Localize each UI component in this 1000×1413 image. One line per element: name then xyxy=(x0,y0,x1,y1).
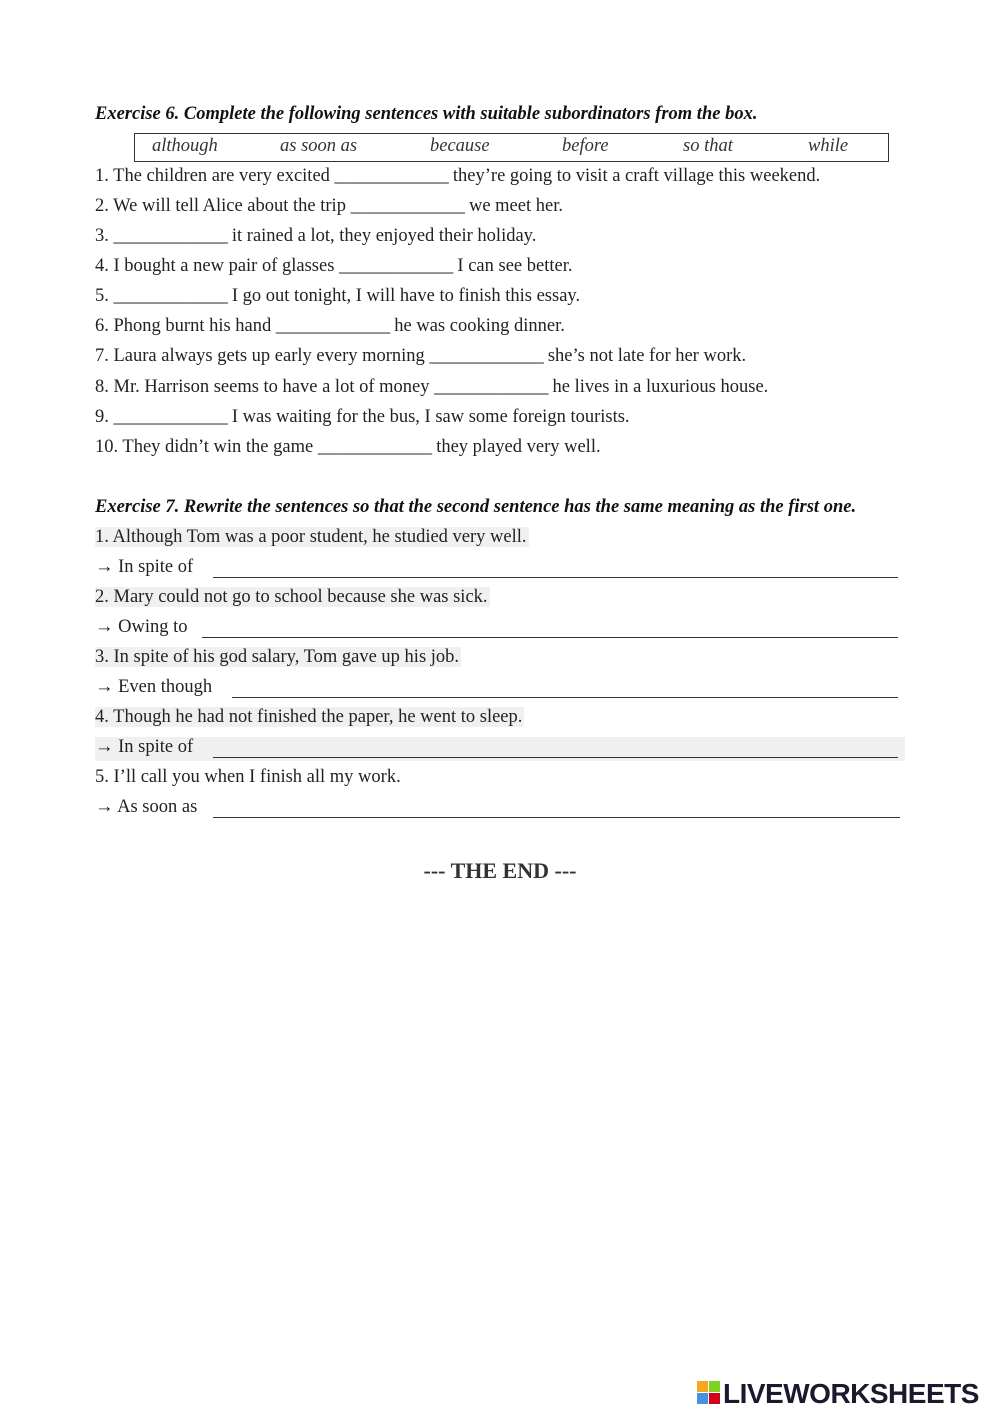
answer-blank[interactable]: _____________ xyxy=(334,166,449,186)
exercise-7-answer-row xyxy=(95,677,898,701)
exercise-7-sentence: 3. In spite of his god salary, Tom gave up his job. xyxy=(95,647,460,667)
answer-line xyxy=(202,637,898,638)
answer-line xyxy=(213,577,898,578)
exercise-6-sentence: 3. _____________ it rained a lot, they enjoyed their holiday. xyxy=(95,226,537,246)
answer-prompt: → In spite of xyxy=(95,557,194,577)
exercise-6-sentence: 10. They didn’t win the game _____________ they played very well. xyxy=(95,437,601,457)
answer-line xyxy=(213,757,898,758)
answer-line xyxy=(213,817,900,818)
answer-prompt: → Even though xyxy=(95,677,213,697)
answer-input[interactable] xyxy=(202,617,898,637)
exercise-7-sentence: 4. Though he had not finished the paper, he went to sleep. xyxy=(95,707,523,727)
answer-prompt: → In spite of xyxy=(95,737,194,757)
the-end-label: --- THE END --- xyxy=(423,858,577,883)
liveworksheets-logo-icon xyxy=(697,1381,721,1405)
liveworksheets-logo-text: LIVEWORKSHEETS xyxy=(723,1378,979,1409)
answer-blank[interactable]: _____________ xyxy=(350,196,465,216)
answer-input[interactable] xyxy=(213,557,898,577)
word-box-item: because xyxy=(430,136,490,156)
word-box xyxy=(134,133,889,162)
exercise-6-sentence: 6. Phong burnt his hand _____________ he was cooking dinner. xyxy=(95,316,565,336)
answer-line xyxy=(232,697,898,698)
exercise-6-sentence: 1. The children are very excited _____________ they’re going to visit a craft village this weekend. xyxy=(95,166,821,186)
word-box-item: as soon as xyxy=(280,136,358,156)
answer-blank[interactable]: _____________ xyxy=(339,256,453,276)
word-box-item: before xyxy=(562,136,609,156)
answer-input[interactable] xyxy=(213,737,898,757)
exercise-6-sentence: 7. Laura always gets up early every morning _____________ she’s not late for her work. xyxy=(95,346,747,366)
answer-prompt: → Owing to xyxy=(95,617,188,637)
answer-input[interactable] xyxy=(232,677,898,697)
answer-input[interactable] xyxy=(213,797,900,817)
answer-blank[interactable]: _____________ xyxy=(113,407,228,427)
word-box-item: while xyxy=(808,136,849,156)
liveworksheets-logo[interactable] xyxy=(697,1378,997,1408)
exercise-7-answer-row xyxy=(95,617,898,641)
exercise-7-sentence: 1. Although Tom was a poor student, he studied very well. xyxy=(95,527,527,547)
answer-blank[interactable]: _____________ xyxy=(317,437,432,457)
answer-blank[interactable]: _____________ xyxy=(113,286,228,306)
exercise-7-answer-row xyxy=(95,737,905,761)
exercise-7-answer-row xyxy=(95,557,898,581)
exercise-6-heading: Exercise 6. Complete the following sentences with suitable subordinators from the box. xyxy=(95,104,758,124)
exercise-7-answer-row xyxy=(95,797,900,821)
exercise-7-heading: Exercise 7. Rewrite the sentences so that the second sentence has the same meaning as the first one. xyxy=(95,497,857,517)
answer-blank[interactable]: _____________ xyxy=(113,226,228,246)
answer-blank[interactable]: _____________ xyxy=(275,316,390,336)
exercise-6-sentence: 4. I bought a new pair of glasses _____________ I can see better. xyxy=(95,256,573,276)
answer-prompt: → As soon as xyxy=(95,797,198,817)
exercise-7-sentence: 2. Mary could not go to school because she was sick. xyxy=(95,587,488,607)
answer-blank[interactable]: _____________ xyxy=(429,346,544,366)
word-box-item: so that xyxy=(683,136,733,156)
exercise-7-sentence: 5. I’ll call you when I finish all my work. xyxy=(95,767,401,787)
word-box-item: although xyxy=(152,136,218,156)
answer-blank[interactable]: _____________ xyxy=(434,377,548,397)
exercise-6-sentence: 5. _____________ I go out tonight, I will have to finish this essay. xyxy=(95,286,581,306)
exercise-6-sentence: 9. _____________ I was waiting for the bus, I saw some foreign tourists. xyxy=(95,407,630,427)
exercise-6-sentence: 2. We will tell Alice about the trip _____________ we meet her. xyxy=(95,196,563,216)
exercise-6-sentence: 8. Mr. Harrison seems to have a lot of money _____________ he lives in a luxurious house. xyxy=(95,377,769,397)
